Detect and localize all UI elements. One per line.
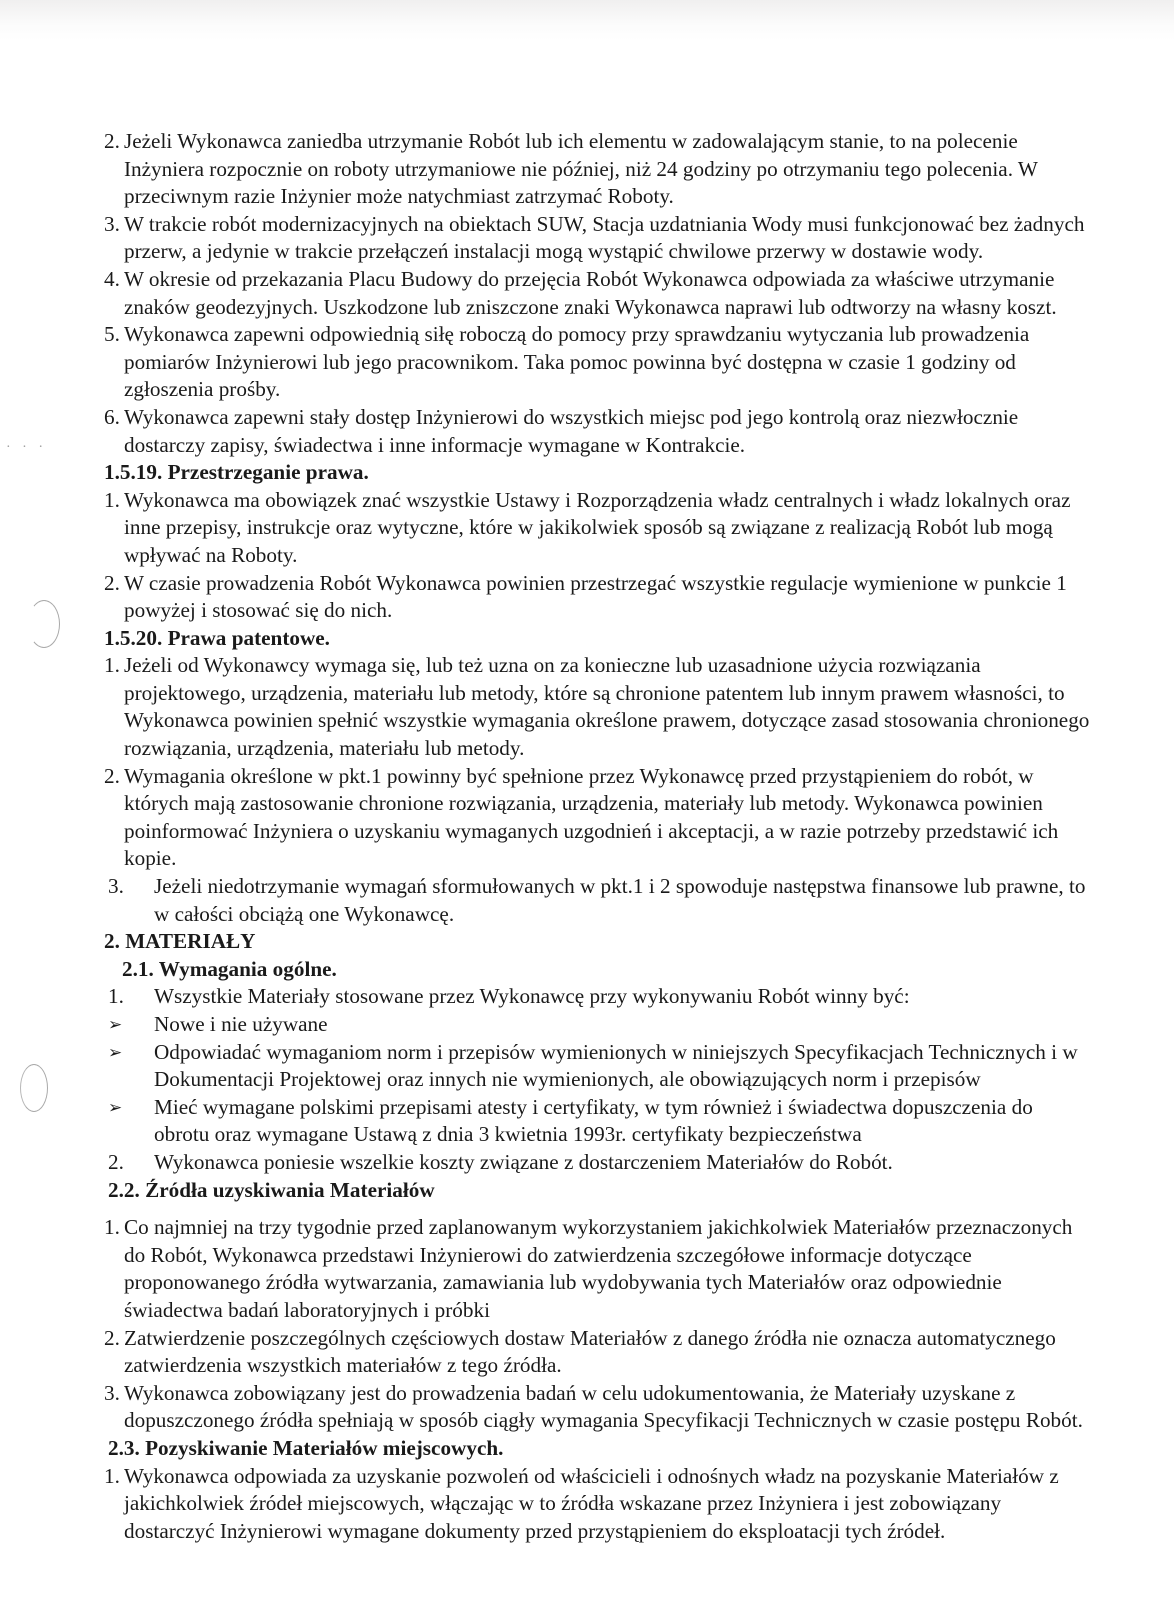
item-number: 1. [104,1215,120,1240]
item-text: Wykonawca poniesie wszelkie koszty związane z dostarczeniem Materiałów do Robót. [154,1149,893,1174]
item-text: Jeżeli Wykonawca zaniedba utrzymanie Robót lub ich elementu w zadowalającym stanie, to na polecenie Inżyniera rozpocznie on roboty utrzymaniowe nie później, niż 24 godziny po otrzymaniu tego polecenia. W przeciwnym razie Inżynier może natychmiast zatrzymać Roboty. [124,129,1038,209]
list-item [104,1325,1092,1380]
item-number: 2. [104,129,120,153]
list-item [104,321,1092,404]
item-number: 3. [104,1380,120,1405]
scan-artifact: · · · [6,440,47,455]
item-number: 2. [104,570,120,595]
item-number: 1. [104,487,120,512]
list-item [104,763,1092,873]
list-item [104,1463,1092,1546]
item-number: 3. [104,211,120,236]
arrow-bullet-icon: ➢ [108,1097,123,1117]
punch-hole-mark [20,1064,48,1112]
item-number: 2. [108,1149,124,1174]
list-item [104,1380,1092,1435]
item-number: 6. [104,404,120,429]
item-number: 1. [108,984,124,1009]
item-number: 2. [104,763,120,788]
item-text: Co najmniej na trzy tygodnie przed zaplanowanym wykorzystaniem jakichkolwiek Materiałów przeznaczonych do Robót, Wykonawca przedstawi Inżynierowi do zatwierdzenia szczegółowe informacje dotyczące proponowanego źródła wytwarzania, zamawiania lub wydobywania tych Materiałów oraz odpowiednie świadectwa badań laboratoryjnych i próbki [124,1215,1073,1322]
bullet-text: Mieć wymagane polskimi przepisami atesty i certyfikaty, w tym również i świadectwa dopuszczenia do obrotu oraz wymagane Ustawą z dnia 3 kwietnia 1993r. certyfikaty bezpieczeństwa [154,1094,1033,1147]
bullet-text: Odpowiadać wymaganiom norm i przepisów wymienionych w niniejszych Specyfikacjach Technicznych i w Dokumentacji Projektowej oraz innych nie wymienionych, ale obowiązujących norm i przepisów [154,1039,1078,1092]
item-text: Wykonawca odpowiada za uzyskanie pozwoleń od właścicieli i odnośnych władz na pozyskanie Materiałów z jakichkolwiek źródeł miejscowych, włączając w to źródła wskazane przez Inżyniera i jest zobowiązany dostarczyć Inżynierowi wymagane dokumenty przed przystąpieniem do eksploatacji tych źródeł. [124,1463,1059,1543]
item-text: Jeżeli od Wykonawcy wymaga się, lub też uzna on za konieczne lub uzasadnione użycia rozwiązania projektowego, urządzenia, materiału lub metody, które są chronione patentem lub innym prawem własności, to Wykonawca powinien spełnić wszystkie wymagania określone prawem, dotyczące zasad stosowania chronionego rozwiązania, urządzenia, materiału lub metody. [124,653,1090,761]
list-item [104,211,1092,266]
bullet-item [108,1039,1092,1094]
list-item [104,128,1092,211]
item-text: Wykonawca zapewni stały dostęp Inżynierowi do wszystkich miejsc pod jego kontrolą oraz niezwłocznie dostarczy zapisy, świadectwa i inne informacje wymagane w Kontrakcie. [124,404,1019,457]
arrow-bullet-icon: ➢ [108,1015,123,1034]
arrow-bullet-icon: ➢ [108,1042,123,1062]
item-text: Wykonawca ma obowiązek znać wszystkie Ustawy i Rozporządzenia władz centralnych i władz lokalnych oraz inne przepisy, instrukcje oraz wytyczne, które w jakikolwiek sposób są związane z realizacją Robót lub mogą wpływać na Roboty. [124,487,1071,567]
item-number: 4. [104,266,120,291]
item-text: W trakcie robót modernizacyjnych na obiektach SUW, Stacja uzdatniania Wody musi funkcjonować bez żadnych przerw, a jedynie w trakcie przełączeń instalacji mogą wystąpić chwilowe przerwy w dostawie wody. [124,211,1085,264]
list-item [108,1149,1092,1177]
list-item [104,570,1092,625]
item-text: Wszystkie Materiały stosowane przez Wykonawcę przy wykonywaniu Robót winny być: [154,984,910,1009]
item-number: 1. [104,653,120,678]
chapter-heading: 2. MATERIAŁY [104,929,256,954]
list-item [104,487,1092,570]
item-number: 3. [108,874,124,899]
item-number: 2. [104,1325,120,1350]
item-text: Wymagania określone w pkt.1 powinny być spełnione przez Wykonawcę przed przystąpieniem do robót, w których mają zastosowanie chronione rozwiązania, urządzenia, materiały lub metody. Wykonawca powinien poinformować Inżyniera o uzyskaniu wymaganych uzgodnień i akceptacji, a w razie potrzeby przedstawić ich kopie. [124,763,1059,871]
list-item [108,873,1092,928]
list-item [104,404,1092,459]
section-heading: 1.5.20. Prawa patentowe. [104,625,330,650]
subsection-heading: 2.2. Źródła uzyskiwania Materiałów [108,1177,435,1202]
subsection-heading: 2.1. Wymagania ogólne. [122,956,337,981]
list-item [104,1214,1092,1324]
item-text: Wykonawca zapewni odpowiednią siłę roboczą do pomocy przy sprawdzaniu wytyczania lub prowadzenia pomiarów Inżynierowi lub jego pracownikom. Taka pomoc powinna być dostępna w czasie 1 godziny od zgłoszenia prośby. [124,322,1030,402]
list-item [108,983,1092,1011]
item-number: 1. [104,1463,120,1488]
scan-top-edge [0,0,1174,40]
item-text: W czasie prowadzenia Robót Wykonawca powinien przestrzegać wszystkie regulacje wymienione w punkcie 1 powyżej i stosować się do nich. [124,570,1067,623]
section-heading: 1.5.19. Przestrzeganie prawa. [104,460,369,485]
item-text: Jeżeli niedotrzymanie wymagań sformułowanych w pkt.1 i 2 spowoduje następstwa finansowe lub prawne, to w całości obciążą one Wykonawcę. [154,874,1086,926]
bullet-item [108,1094,1092,1149]
list-item [104,266,1092,321]
item-number: 5. [104,322,120,347]
document-page [104,128,1092,1545]
punch-hole-mark [28,600,60,648]
item-text: Wykonawca zobowiązany jest do prowadzenia badań w celu udokumentowania, że Materiały uzyskane z dopuszczonego źródła spełniają w sposób ciągły wymagania Specyfikacji Technicznych w czasie postępu Robót. [124,1380,1083,1433]
item-text: W okresie od przekazania Placu Budowy do przejęcia Robót Wykonawca odpowiada za właściwe utrzymanie znaków geodezyjnych. Uszkodzone lub zniszczone znaki Wykonawca naprawi lub odtworzy na własny koszt. [124,266,1057,319]
bullet-text: Nowe i nie używane [154,1012,328,1036]
list-item [104,652,1092,762]
bullet-item [108,1011,1092,1039]
subsection-heading: 2.3. Pozyskiwanie Materiałów miejscowych. [108,1435,504,1460]
item-text: Zatwierdzenie poszczególnych częściowych dostaw Materiałów z danego źródła nie oznacza automatycznego zatwierdzenia wszystkich materiałów z tego źródła. [124,1325,1056,1378]
